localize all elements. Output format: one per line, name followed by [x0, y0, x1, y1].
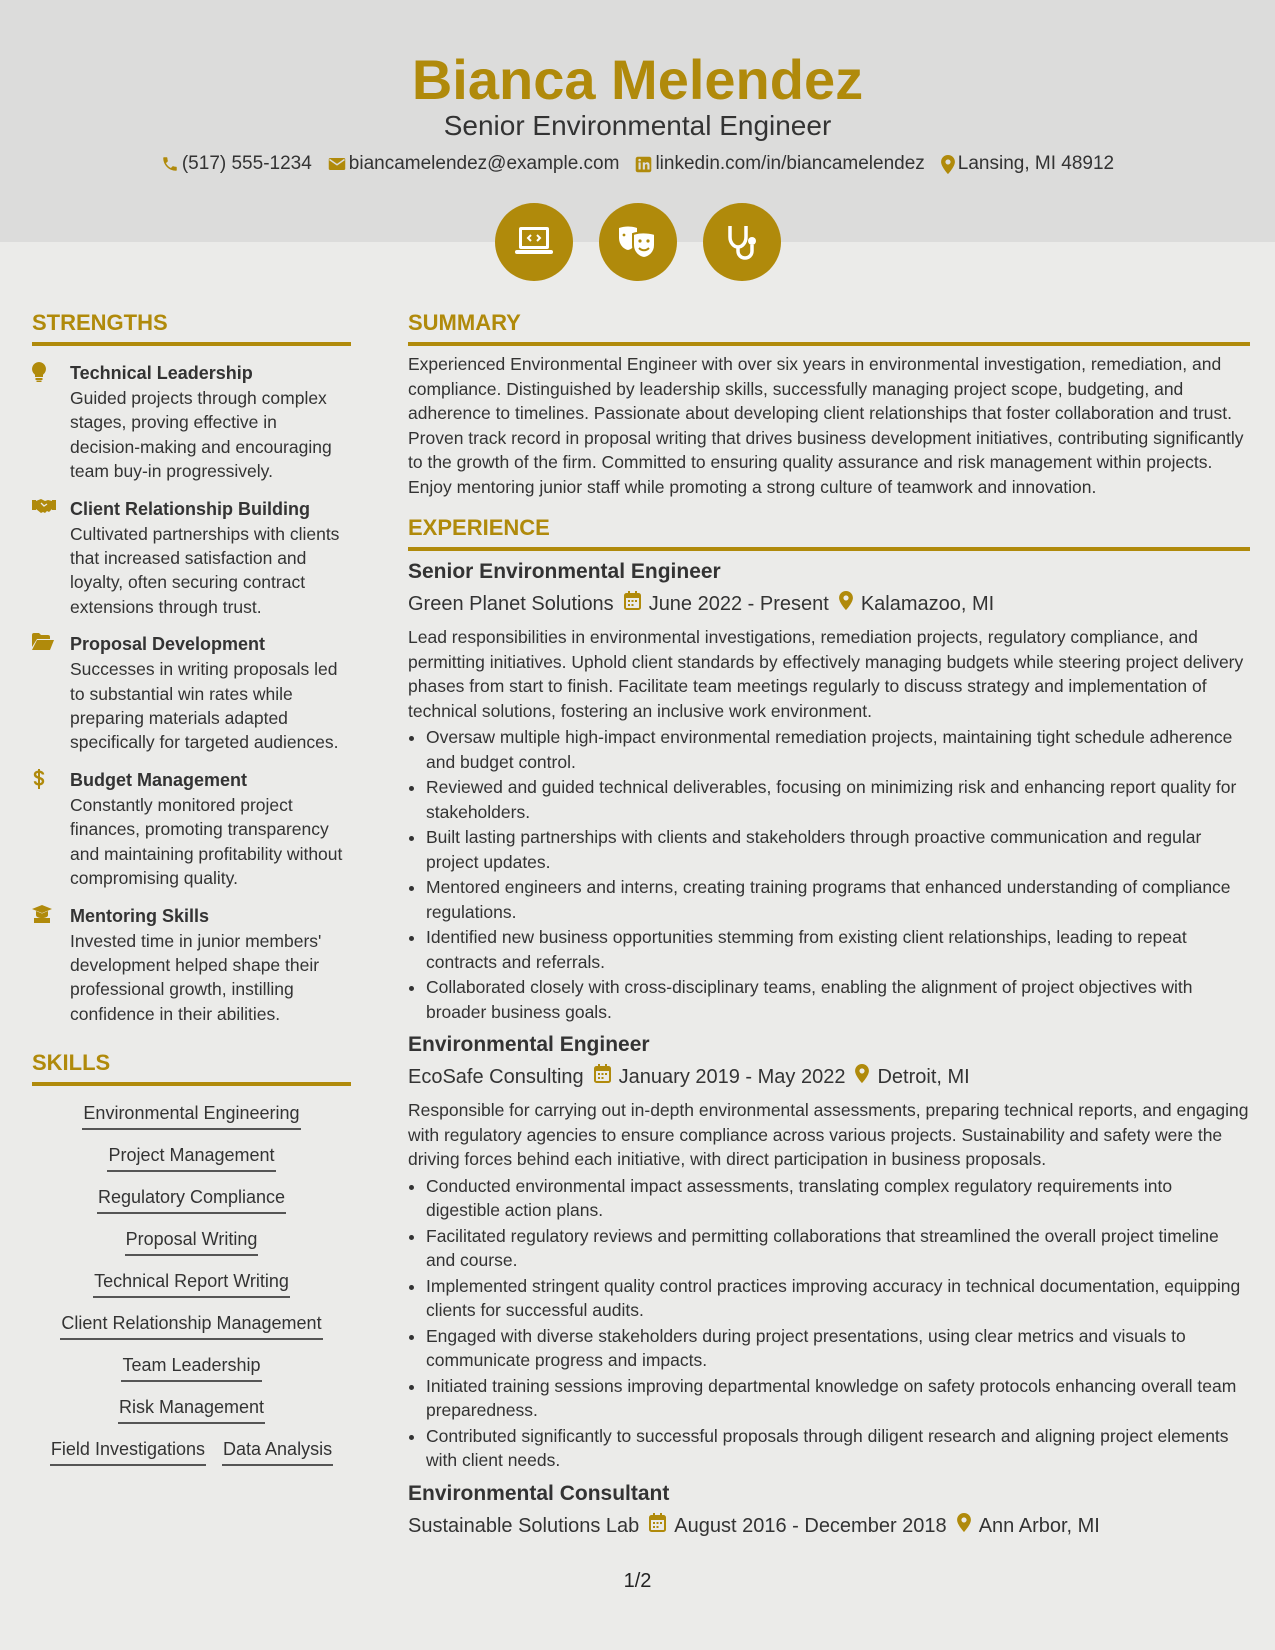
folder-open-icon — [32, 631, 70, 755]
strength-item: Budget Management Constantly monitored project finances, promoting transparency and maintaining profitability without compromising quality. — [32, 767, 351, 891]
contact-phone: (517) 555-1234 — [161, 150, 312, 178]
job-company: Green Planet Solutions — [408, 593, 614, 615]
skill-tag: Risk Management — [118, 1394, 265, 1424]
left-column — [32, 308, 351, 1466]
job-dates: June 2022 - Present — [624, 589, 829, 619]
skill-row — [32, 1394, 351, 1424]
job-title: Senior Environmental Engineer — [408, 560, 721, 583]
list-item: • Facilitated regulatory reviews and permitting collaborations that streamlined the overall project timeline and course. — [426, 1224, 1250, 1273]
skill-row — [32, 1436, 351, 1466]
job-entry — [408, 1479, 1250, 1541]
skill-tag: Field Investigations — [50, 1436, 206, 1466]
job-dates: January 2019 - May 2022 — [594, 1062, 846, 1092]
job-dates: August 2016 - December 2018 — [649, 1511, 946, 1541]
job-bullets — [408, 1174, 1250, 1473]
page-number: 1/2 — [623, 1570, 652, 1592]
dollar-icon — [32, 767, 70, 891]
skill-row — [32, 1100, 351, 1130]
skill-row — [32, 1184, 351, 1214]
job-entry — [408, 557, 1250, 1024]
map-marker-icon — [839, 589, 853, 619]
job-meta — [408, 1062, 1250, 1092]
contact-email[interactable]: biancamelendez@example.com — [328, 150, 620, 178]
theater-masks-icon — [599, 203, 677, 281]
candidate-title: Senior Environmental Engineer — [443, 110, 832, 141]
list-item: • Engaged with diverse stakeholders during project presentations, using clear metrics and visuals to communicate progress and impacts. — [426, 1324, 1250, 1373]
job-company: Sustainable Solutions Lab — [408, 1514, 640, 1537]
job-description: Lead responsibilities in environmental investigations, remediation projects, regulatory compliance, and permitting initiatives. Uphold client standards by effectively managing budgets while steering project delivery phases from start to finish. Facilitate team meetings regularly to discuss strategy and implementation of technical solutions, fostering an inclusive work environment. — [408, 627, 1244, 721]
contact-row — [0, 150, 1275, 178]
strengths-heading: STRENGTHS — [32, 308, 351, 346]
contact-location: Lansing, MI 48912 — [941, 150, 1114, 178]
list-item: • Initiated training sessions improving departmental knowledge on safety protocols enhancing overall team preparedness. — [426, 1374, 1250, 1423]
laptop-code-icon — [495, 203, 573, 281]
job-title: Environmental Engineer — [408, 1033, 650, 1056]
right-column — [408, 308, 1250, 1541]
list-item: • Contributed significantly to successful proposals through diligent research and aligning project elements with client needs. — [426, 1424, 1250, 1473]
linkedin-icon — [635, 156, 652, 173]
skill-row — [32, 1226, 351, 1256]
job-meta — [408, 1511, 1250, 1541]
calendar-icon — [594, 1062, 611, 1092]
skill-tag: Data Analysis — [222, 1436, 333, 1466]
calendar-icon — [624, 589, 641, 619]
job-bullets — [408, 725, 1250, 1024]
strength-item: Technical Leadership Guided projects through complex stages, proving effective in decision-making and encouraging team buy-in progressively. — [32, 360, 351, 484]
skill-row — [32, 1268, 351, 1298]
contact-linkedin[interactable]: linkedin.com/in/biancamelendez — [635, 150, 924, 178]
job-location: Kalamazoo, MI — [839, 589, 994, 619]
summary-heading: SUMMARY — [408, 308, 1250, 346]
skills-list — [32, 1100, 351, 1466]
job-meta — [408, 589, 1250, 619]
list-item: • Conducted environmental impact assessments, translating complex regulatory requirements into digestible action plans. — [426, 1174, 1250, 1223]
job-entry — [408, 1030, 1250, 1473]
job-title: Environmental Consultant — [408, 1481, 670, 1505]
strength-item: Client Relationship Building Cultivated partnerships with clients that increased satisfaction and loyalty, often securing contract extensions through trust. — [32, 496, 351, 620]
stethoscope-icon — [703, 203, 781, 281]
list-item: • Reviewed and guided technical deliverables, focusing on minimizing risk and enhancing report quality for stakeholders. — [426, 775, 1250, 824]
resume-header — [0, 0, 1275, 242]
list-item: • Mentored engineers and interns, creating training programs that enhanced understanding of compliance regulations. — [426, 875, 1250, 924]
map-marker-icon — [855, 1062, 869, 1092]
list-item: • Built lasting partnerships with clients and stakeholders through proactive communication and regular project updates. — [426, 825, 1250, 874]
skill-tag: Regulatory Compliance — [97, 1184, 286, 1214]
list-item: • Oversaw multiple high-impact environmental remediation projects, maintaining tight schedule adherence and budget control. — [426, 725, 1250, 774]
map-marker-icon — [941, 155, 955, 174]
skill-row — [32, 1142, 351, 1172]
badge-row — [0, 203, 1275, 281]
skill-tag: Project Management — [107, 1142, 275, 1172]
teacher-icon — [32, 903, 70, 1027]
skill-tag: Team Leadership — [121, 1352, 261, 1382]
phone-icon — [161, 155, 179, 173]
calendar-icon — [649, 1511, 666, 1541]
skill-tag: Proposal Writing — [125, 1226, 259, 1256]
experience-heading: EXPERIENCE — [408, 513, 1250, 551]
job-description: Responsible for carrying out in-depth environmental assessments, preparing technical reports, and engaging with regulatory agencies to ensure compliance across various projects. Sustainability and safety were the driving forces behind each initiative, with direct participation in business proposals. — [408, 1100, 1249, 1169]
skill-tag: Client Relationship Management — [60, 1310, 322, 1340]
skill-tag: Technical Report Writing — [93, 1268, 290, 1298]
strength-item: Proposal Development Successes in writing proposals led to substantial win rates while preparing materials adapted specifically for targeted audiences. — [32, 631, 351, 755]
list-item: • Implemented stringent quality control practices improving accuracy in technical documentation, equipping clients for successful audits. — [426, 1274, 1250, 1323]
lightbulb-icon — [32, 360, 70, 484]
map-marker-icon — [957, 1511, 971, 1541]
handshake-icon — [32, 496, 70, 620]
job-company: EcoSafe Consulting — [408, 1066, 584, 1088]
job-location: Ann Arbor, MI — [957, 1511, 1100, 1541]
candidate-name: Bianca Melendez — [411, 48, 864, 111]
list-item: • Collaborated closely with cross-disciplinary teams, enabling the alignment of project objectives with broader business goals. — [426, 975, 1250, 1024]
strength-item: Mentoring Skills Invested time in junior members' development helped shape their professional growth, instilling confidence in their abilities. — [32, 903, 351, 1027]
skill-tag: Environmental Engineering — [82, 1100, 300, 1130]
skill-row — [32, 1310, 351, 1340]
job-location: Detroit, MI — [855, 1062, 969, 1092]
skill-row — [32, 1352, 351, 1382]
envelope-icon — [328, 156, 346, 172]
list-item: • Identified new business opportunities stemming from existing client relationships, leading to repeat contracts and referrals. — [426, 925, 1250, 974]
skills-heading: SKILLS — [32, 1048, 351, 1086]
summary-text: Experienced Environmental Engineer with over six years in environmental investigation, remediation, and compliance. Distinguished by leadership skills, successfully managing project scope, budgeting, and adherence to timelines. Passionate about developing client relationships that foster collaboration and trust. Proven track record in proposal writing that drives business development initiatives, contributing significantly to the growth of the firm. Committed to ensuring quality assurance and risk management within projects. Enjoy mentoring junior staff while promoting a strong culture of teamwork and innovation. — [408, 354, 1244, 497]
